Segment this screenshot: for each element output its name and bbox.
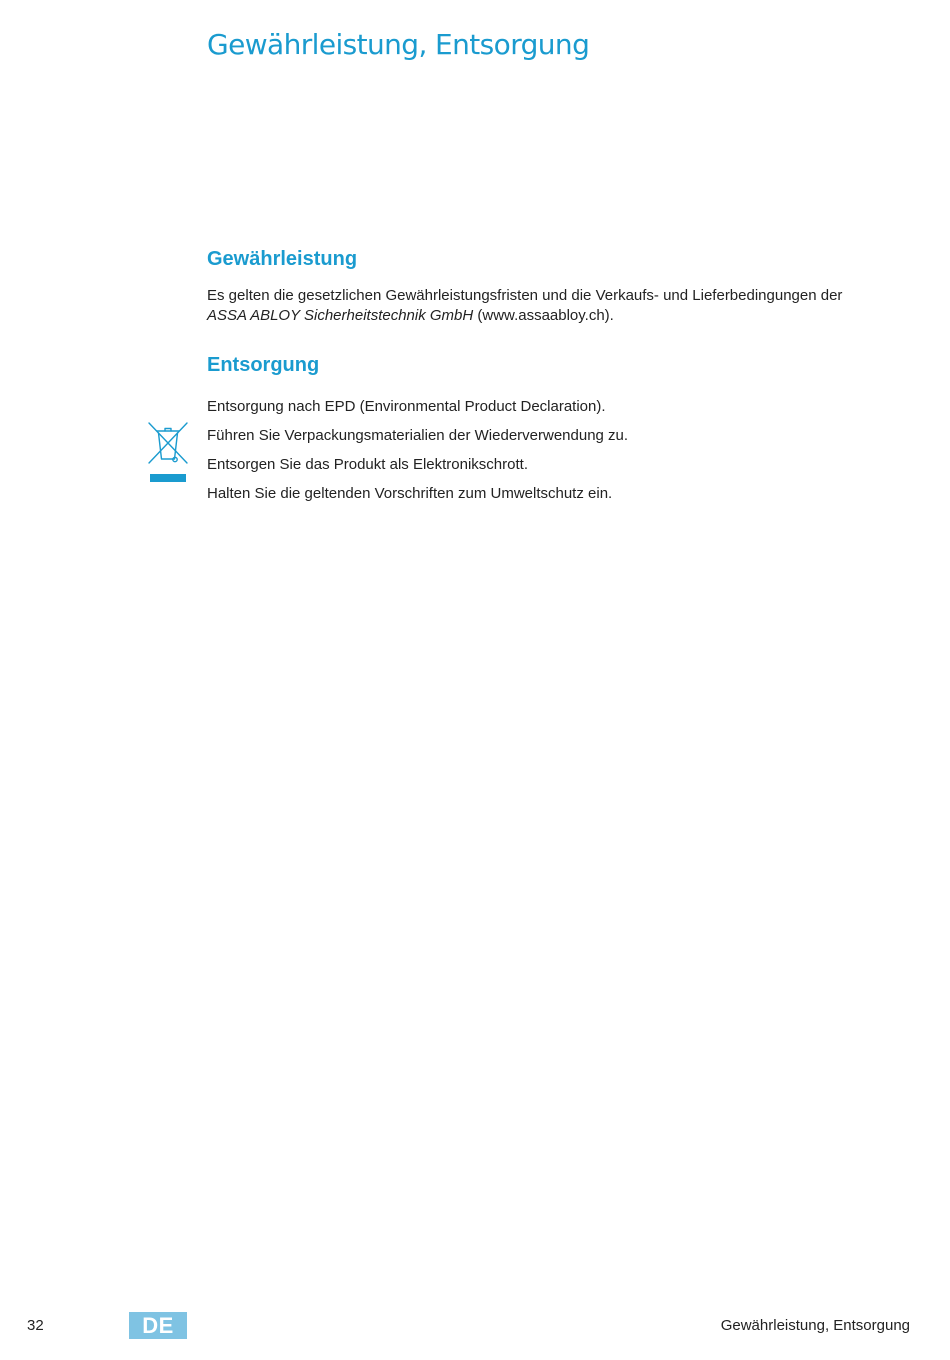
warranty-text-line2: (www.assaabloy.ch). xyxy=(473,307,614,324)
company-name: ASSA ABLOY Sicherheitstechnik GmbH xyxy=(207,307,474,324)
list-item: Führen Sie Verpackungsmaterialien der Wiederverwendung zu. xyxy=(207,427,629,444)
warranty-text-line1: Es gelten die gesetzlichen Gewährleistungsfristen und die Verkaufs- und Lieferbedingungen der xyxy=(207,287,843,304)
list-item: Halten Sie die geltenden Vorschriften zum Umweltschutz ein. xyxy=(207,485,613,502)
page-number: 32 xyxy=(27,1317,44,1334)
crossed-out-wheelie-bin-icon xyxy=(146,421,190,485)
disposal-heading: Entsorgung xyxy=(207,354,320,376)
list-item: Entsorgung nach EPD (Environmental Product Declaration). xyxy=(207,398,606,415)
disposal-list xyxy=(207,392,628,508)
page-title: Gewährleistung, Entsorgung xyxy=(207,28,590,61)
warranty-text xyxy=(207,286,842,326)
list-item: Entsorgen Sie das Produkt als Elektronikschrott. xyxy=(207,456,528,473)
warranty-heading: Gewährleistung xyxy=(207,248,358,270)
language-badge: DE xyxy=(129,1312,187,1339)
footer-section-title: Gewährleistung, Entsorgung xyxy=(720,1317,910,1334)
